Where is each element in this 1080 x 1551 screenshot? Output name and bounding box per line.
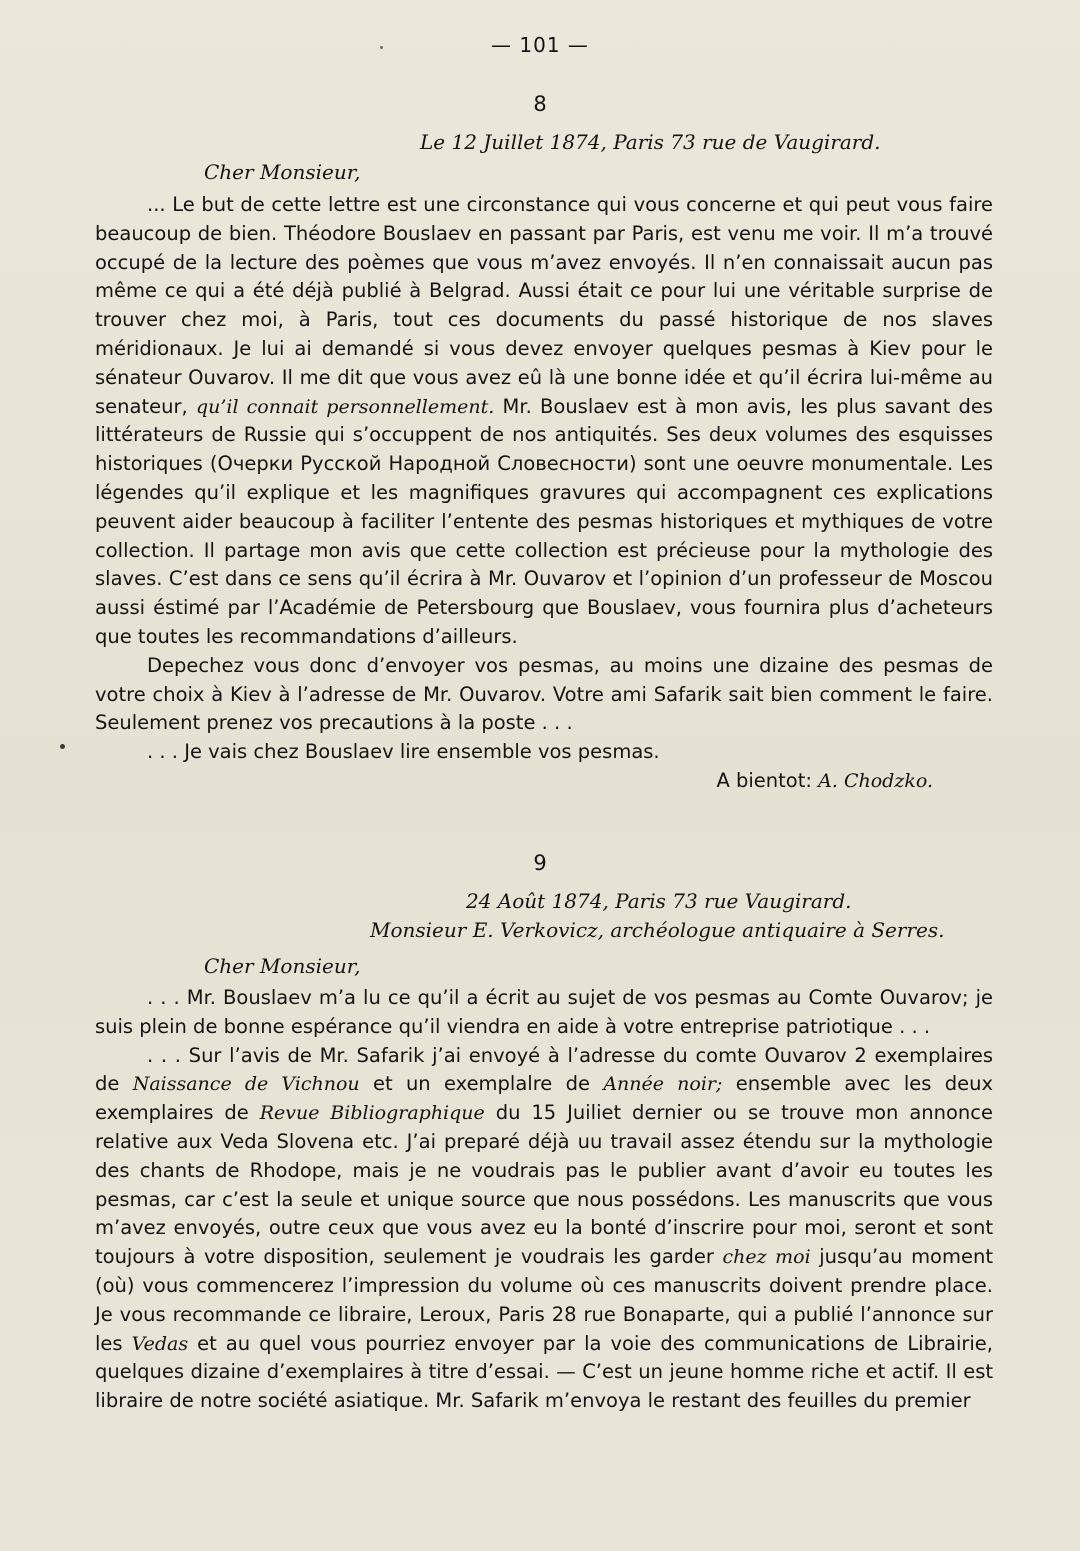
letter8-body [95,191,993,796]
letter9-p2-emphasis-4: chez moi [722,1246,811,1269]
page-number: — 101 — [491,33,589,57]
letter8-signoff [95,767,993,796]
letter9-p2-text-d: du 15 Juiliet dernier ou se trouve mon annonce relative aux Veda Slovena etc. J’ai preparé déjà uu travail assez étendu sur la mythologie des chants de Rhodope, mais je ne voudrais pas le publier avant d’avoir eu toutes les pesmas, car c’est la seule et unique source que nous possédons. Les manuscrits que vous m’avez envoyés, outre ceux que vous avez eu la bonté d’inscrire pour moi, seront et sont toujours à votre disposition, seulement je voudrais les garder [95,1101,994,1269]
letter9-paragraph-1: . . . Mr. Bouslaev m’a lu ce qu’il a écrit au sujet de vos pesmas au Comte Ouvarov; je suis plein de bonne espérance qu’il viendra en aide à votre entreprise patriotique . . . [95,986,993,1038]
letter9-p2-text-a: . . . Sur l’avis de Mr. Safarik j’ai envoyé à l’adresse du comte Ouvarov 2 exemplaires de [95,1043,993,1096]
margin-mark [60,744,65,749]
letter8-signature: A. Chodzko. [818,769,933,792]
letter8-paragraph-3: . . . Je vais chez Bouslaev lire ensemble vos pesmas. [147,740,660,764]
letter9-p2-emphasis-5: Vedas [131,1332,189,1355]
letter9-body [95,984,993,1416]
letter8-salutation: Cher Monsieur, [204,160,361,184]
letter9-address-line: Monsieur E. Verkovicz, archéologue antiquaire à Serres. [370,918,945,942]
letter8-p1-emphasis: qu’il connait personnellement. [195,395,495,418]
letter9-p2-text-e: jusqu’au moment (où) vous commencerez l’impression du volume où ces manuscrits doivent prendre place. Je vous recommande ce libraire, Leroux, Paris 28 rue Bonaparte, qui a publié l’annonce sur les [95,1245,993,1355]
letter9-p2-text-c: ensemble avec les deux exemplaires de [95,1072,994,1125]
letter9-p2-emphasis-2: Année noir; [603,1073,723,1096]
letter8-closing: A bientot: [716,768,812,792]
letter9-salutation: Cher Monsieur, [204,954,361,978]
letter9-p2-text-b: et un exemplalre de [372,1072,590,1096]
letter8-paragraph-1 [95,191,993,652]
letter8-date-line: Le 12 Juillet 1874, Paris 73 rue de Vaugirard. [420,130,881,154]
letter-number-8: 8 [533,92,547,116]
letter9-p2-text-f: et au quel vous pourriez envoyer par la voie des communications de Librairie, quelques dizaine d’exemplaires à titre d’essai. — C’est un jeune homme riche et actif. Il est libraire de notre société asiatique. Mr. Safarik m’envoya le restant des feuilles du premier [95,1331,993,1413]
letter9-p2-emphasis-3: Revue Bibliographique [259,1102,485,1125]
letter9-paragraph-2 [95,1042,993,1416]
letter8-p1-text-a: ... Le but de cette lettre est une circonstance qui vous concerne et qui peut vous faire beaucoup de bien. Théodore Bouslaev en passant par Paris, est venu me voir. Il m’a trouvé occupé de la lecture des poèmes que vous m’avez envoyés. Il n’en connaissait aucun pas même ce qui a été déjà publié à Belgrad. Aussi était ce pour lui une véritable surprise de trouver chez moi, à Paris, tout ces documents du passé historique de nos slaves méridionaux. Je lui ai demandé si vous devez envoyer quelques pesmas à Kiev pour le sénateur Ouvarov. Il me dit que vous avez eû là une bonne idée et qu’il écrira lui-même au senateur, [95,193,993,418]
letter9-date-line: 24 Août 1874, Paris 73 rue Vaugirard. [466,889,852,913]
letter9-p2-emphasis-1: Naissance de Vichnou [132,1073,360,1096]
letter8-paragraph-2: Depechez vous donc d’envoyer vos pesmas, au moins une dizaine des pesmas de votre choix à Kiev à l’adresse de Mr. Ouvarov. Votre ami Safarik sait bien comment le faire. Seulement prenez vos precautions à la poste . . . [95,653,993,735]
letter-number-9: 9 [533,851,547,875]
letter8-p1-text-b: Mr. Bouslaev est à mon avis, les plus savant des littérateurs de Russie qui s’occuppent de nos antiquités. Ses deux volumes des esquisses historiques (Очерки Русской Народной Словесности) sont une oeuvre monumentale. Les légendes qu’il explique et les magnifiques gravures qui accompagnent ces explications peuvent aider beaucoup à faciliter l’entente des pesmas historiques et mythiques de votre collection. Il partage mon avis que cette collection est précieuse pour la mythologie des slaves. C’est dans ce sens qu’il écrira à Mr. Ouvarov et l’opinion d’un professeur de Moscou aussi éstimé par l’Académie de Petersbourg que Bouslaev, vous fournira plus d’acheteurs que toutes les recommandations d’ailleurs. [95,394,993,648]
